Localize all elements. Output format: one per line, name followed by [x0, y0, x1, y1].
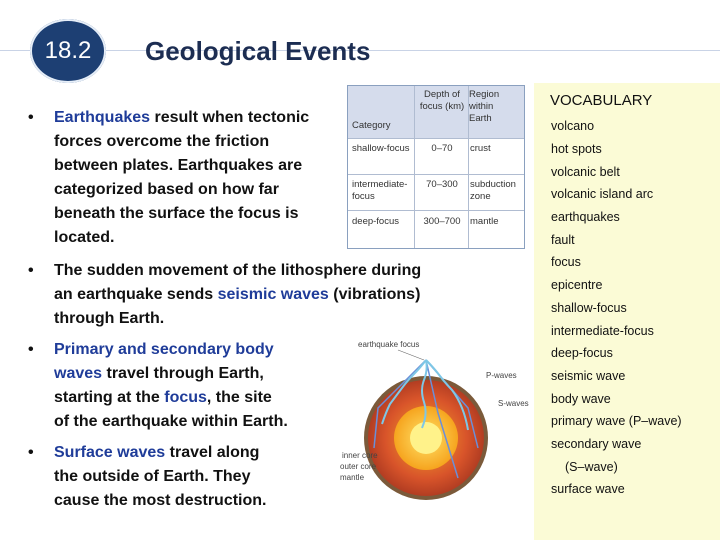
table-header: [348, 86, 524, 138]
term-surface-waves: Surface waves: [54, 444, 166, 461]
vocab-item: shallow-focus: [551, 301, 627, 315]
vocab-item: epicentre: [551, 278, 603, 292]
bullet-body-waves: • Primary and secondary body waves travel through Earth, starting at the focus, the site of the earthquake within Earth.: [28, 338, 348, 436]
bullet-dot: •: [28, 341, 34, 358]
header-category: Category: [352, 120, 391, 131]
bullet-dot: •: [28, 444, 34, 461]
term-body-waves: Primary and secondary body: [54, 341, 274, 358]
vocab-item: surface wave: [551, 482, 625, 496]
vocab-item: intermediate-focus: [551, 324, 654, 338]
leader-line: [398, 350, 424, 360]
section-badge: [30, 19, 106, 83]
term-focus: focus: [164, 389, 207, 406]
inner-core: [410, 422, 442, 454]
vocab-item: focus: [551, 255, 581, 269]
page-title: Geological Events: [145, 36, 371, 66]
label-earthquake-focus: earthquake focus: [358, 340, 420, 349]
vocab-item: seismic wave: [551, 369, 626, 383]
label-s-waves: S-waves: [498, 399, 529, 408]
vocab-item: volcanic belt: [551, 165, 620, 179]
table-row: intermediate-focus 70–300 subduction zone: [348, 174, 524, 211]
label-inner-core: inner core: [342, 451, 378, 460]
label-mantle: mantle: [340, 473, 365, 482]
vocab-item: deep-focus: [551, 346, 613, 360]
table-row: shallow-focus 0–70 crust: [348, 138, 524, 175]
label-outer-core: outer core: [340, 462, 377, 471]
bullet-earthquakes: • Earthquakes result when tectonic forces overcome the friction between plates. Earthquakes are categorized based on how far beneath the surface the focus is located.: [28, 106, 348, 252]
label-p-waves: P-waves: [486, 371, 517, 380]
column-divider: [414, 86, 415, 248]
header-region: Region within Earth: [469, 89, 500, 124]
vocab-item: primary wave (P–wave): [551, 414, 682, 428]
term-earthquakes: Earthquakes: [54, 109, 151, 126]
term-seismic-waves: seismic waves: [217, 286, 329, 303]
header-depth: Depth of focus (km): [419, 89, 465, 112]
vocab-item: earthquakes: [551, 210, 620, 224]
vocab-item: volcanic island arc: [551, 187, 654, 201]
vocab-item: body wave: [551, 392, 611, 406]
vocab-item: hot spots: [551, 142, 602, 156]
bullet-dot: •: [28, 262, 34, 279]
vocabulary-title: VOCABULARY: [550, 92, 653, 109]
table-row: deep-focus 300–700 mantle: [348, 210, 524, 248]
vocab-item: (S–wave): [565, 460, 618, 474]
bullet-dot: •: [28, 109, 34, 126]
focus-depth-table: [347, 85, 525, 249]
section-number: 18.2: [44, 37, 92, 64]
earth-seismic-diagram: [318, 338, 538, 538]
vocab-item: fault: [551, 233, 575, 247]
vocab-item: secondary wave: [551, 437, 642, 451]
column-divider: [468, 86, 469, 248]
bullet-surface-waves: • Surface waves travel along the outside of Earth. They cause the most destruction.: [28, 441, 328, 515]
bullet-seismic-waves: • The sudden movement of the lithosphere during an earthquake sends seismic waves (vibrations) through Earth.: [28, 259, 508, 333]
vocab-item: volcano: [551, 119, 595, 133]
